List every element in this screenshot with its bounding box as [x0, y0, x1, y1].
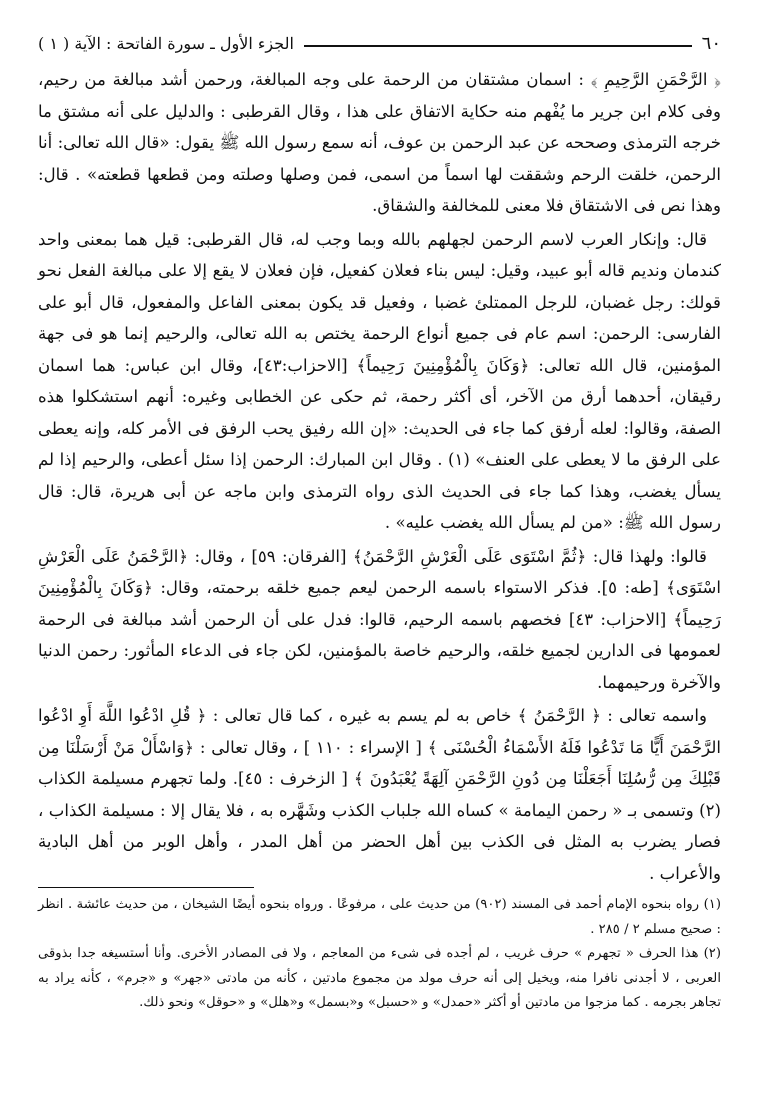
- main-text: [38, 64, 721, 891]
- footnote-divider: [38, 887, 254, 888]
- footnote: (١) رواه بنحوه الإمام أحمد فى المسند (٩٠٢) من حديث على ، مرفوعًا . ورواه بنحوه أيضًا الشيخان ، من حديث عائشة . انظر : صحيح مسلم ٢ / ٢٨٥ .: [38, 897, 722, 937]
- paragraph: واسمه تعالى : ﴿ الرَّحْمَنُ ﴾ خاص به لم يسم به غيره ، كما قال تعالى : ﴿ قُلِ ادْعُوا اللَّهَ أَوِ ادْعُوا الرَّحْمَنَ أَيًّا مَا تَدْعُوا فَلَهُ الأَسْمَاءُ الْحُسْنَى ﴾ [ الإسراء : ١١٠ ] ، وقال تعالى : ﴿وَاسْأَلْ مَنْ أَرْسَلْنَا مِن قَبْلِكَ مِن رُّسُلِنَا أَجَعَلْنَا مِن دُونِ الرَّحْمَنِ آلِهَةً يُعْبَدُونَ ﴾ [ الزخرف : ٤٥]. ولما تجهرم مسيلمة الكذاب (٢) وتسمى بـ « رحمن اليمامة » كساه الله جلباب الكذب وشَهَّره به ، فلا يقال إلا : مسيلمة الكذاب ، فصار يضرب به المثل فى الكذب بين أهل الحضر من أهل المدر ، وأهل الوبر من أهل البادية والأعراب .: [38, 706, 721, 883]
- footnotes: [38, 893, 721, 1016]
- page-number: ٦٠: [701, 32, 721, 54]
- header-rule: [304, 45, 692, 47]
- running-header: [38, 28, 721, 58]
- header-title: الجزء الأول ـ سورة الفاتحة : الآية ( ١ ): [38, 33, 294, 53]
- footnote: (٢) هذا الحرف « تجهرم » حرف غريب ، لم أجده فى شىء من المعاجم ، ولا فى المصادر الأخرى. وأنا أستسيغه جدا بذوقى العربى ، لا أجدنى نافرا منه، ويخيل إلى أنه حرف مولد من مجموع مادتين ، كأنه من مادتى «جهر» و «جرم» ، كأنه يراد به تجاهر بجرمه . كما مزجوا من مادتين أو أكثر «حمدل» و «حسبل» و«بسمل» و«هلل» و «حوقل» ونحو ذلك.: [38, 946, 721, 1010]
- paragraph: ﴿ الرَّحْمَنِ الرَّحِيمِ ﴾ : اسمان مشتقان من الرحمة على وجه المبالغة، ورحمن أشد مبالغة من رحيم، وفى كلام ابن جرير ما يُفْهم منه حكاية الاتفاق على هذا ، وقال القرطبى : والدليل على أنه مشتق ما خرجه الترمذى وصححه عن عبد الرحمن بن عوف، أنه سمع رسول الله ﷺ يقول: «قال الله تعالى: أنا الرحمن، خلقت الرحم وشققت لها اسماً من اسمى، فمن وصلها وصلته ومن قطعها قطعته» . قال: وهذا نص فى الاشتقاق فلا معنى للمخالفة والشقاق.: [38, 70, 721, 215]
- paragraph: قالوا: ولهذا قال: ﴿ثُمَّ اسْتَوَى عَلَى الْعَرْشِ الرَّحْمَنُ﴾ [الفرقان: ٥٩] ، وقال: ﴿الرَّحْمَنُ عَلَى الْعَرْشِ اسْتَوَى﴾ [طه: ٥]. فذكر الاستواء باسمه الرحمن ليعم جميع خلقه برحمته، وقال: ﴿وَكَانَ بِالْمُؤْمِنِينَ رَحِيماً﴾ [الاحزاب: ٤٣] فخصهم باسمه الرحيم، قالوا: فدل على أن الرحمن أشد مبالغة فى الرحمة لعمومها فى الدارين لجميع خلقه، والرحيم خاصة بالمؤمنين، لكن جاء فى الدعاء المأثور: رحمن الدنيا والآخرة ورحيمهما.: [38, 546, 722, 692]
- paragraph: قال: وإنكار العرب لاسم الرحمن لجهلهم بالله وبما وجب له، قال القرطبى: قيل هما بمعنى واحد كندمان ونديم قاله أبو عبيد، وقيل: ليس بناء فعلان كفعيل، فإن فعلان لا يقع إلا على مبالغة الفعل نحو قولك: رجل غضبان، للرجل الممتلئ غضبا ، وفعيل قد يكون بمعنى الفاعل والمفعول، قال أبو على الفارسى: الرحمن: اسم عام فى جميع أنواع الرحمة يختص به الله تعالى، والرحيم إنما هو فى جهة المؤمنين، قال الله تعالى: ﴿وَكَانَ بِالْمُؤْمِنِينَ رَحِيماً﴾ [الاحزاب:٤٣]، وقال ابن عباس: هما اسمان رقيقان، أحدهما أرق من الآخر، أى أكثر رحمة، ثم حكى عن الخطابى وغيره: أنهم استشكلوا هذه الصفة، وقالوا: لعله أرفق كما جاء فى الحديث: «إن الله رفيق يحب الرفق فى الأمر كله، وإنه يعطى على الرفق ما لا يعطى على العنف» (١) . وقال ابن المبارك: الرحمن إذا سئل أعطى، والرحيم إذا لم يسأل يغضب، وهذا كما جاء فى الحديث الذى رواه الترمذى وابن ماجه عن أبى هريرة، قال: قال رسول الله ﷺ: «من لم يسأل الله يغضب عليه» .: [38, 229, 721, 532]
